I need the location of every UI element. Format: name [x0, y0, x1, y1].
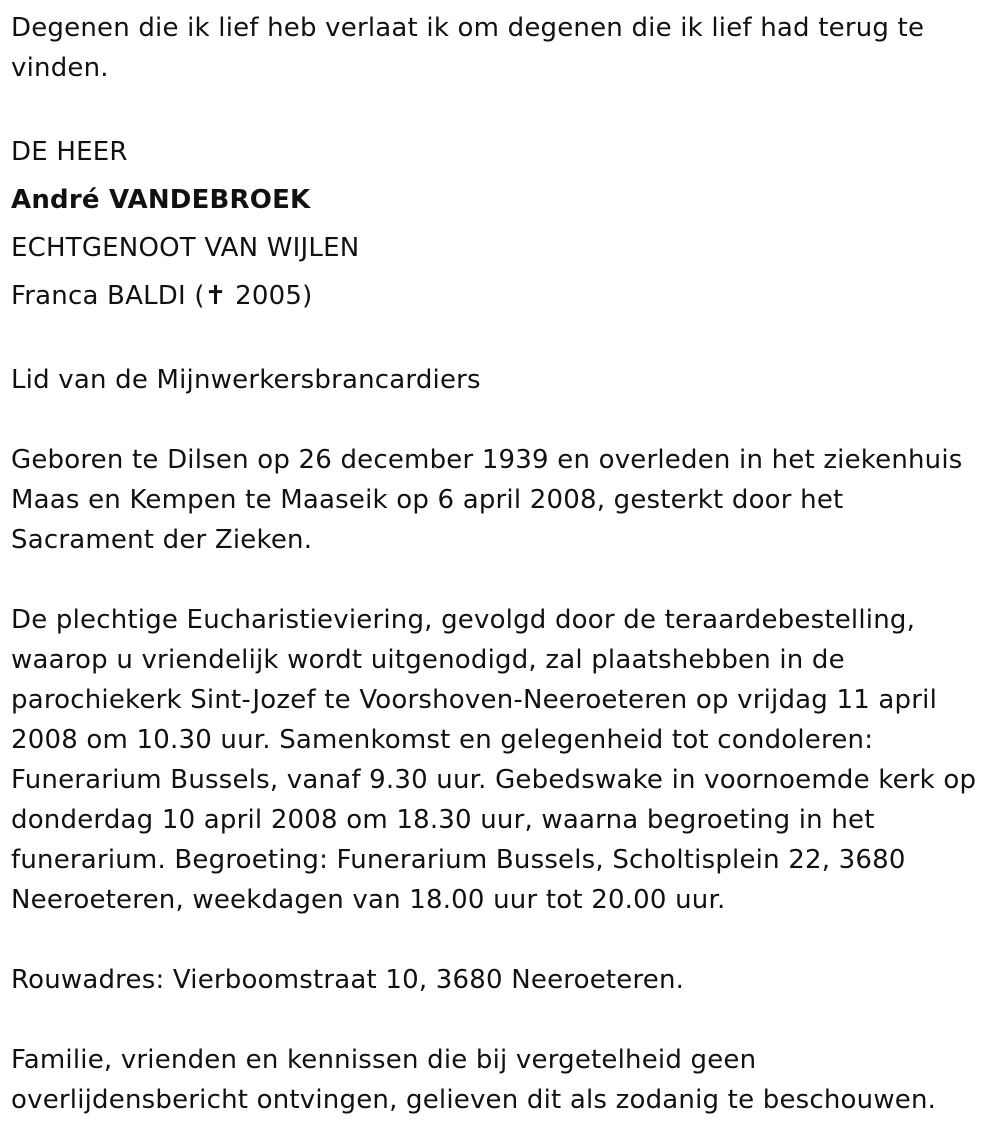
spouse-name: Franca BALDI (✝ 2005) — [11, 281, 313, 311]
membership-text — [11, 360, 1000, 400]
membership-line: Lid van de Mijnwerkersbrancardiers — [11, 365, 481, 395]
ceremony-line-1: De plechtige Eucharistieviering, gevolgd door de teraardebestelling, — [11, 605, 916, 635]
spacer — [11, 1000, 1000, 1040]
ceremony-paragraph — [11, 600, 1000, 920]
closing-line-1: Familie, vrienden en kennissen die bij vergetelheid geen — [11, 1045, 757, 1075]
spacer — [11, 320, 1000, 360]
spacer — [11, 920, 1000, 960]
spacer — [11, 560, 1000, 600]
spacer — [11, 400, 1000, 440]
closing-paragraph — [11, 1040, 1000, 1120]
birth-death-line-3: Sacrament der Zieken. — [11, 525, 313, 555]
deceased-name: André VANDEBROEK — [11, 185, 311, 215]
ceremony-line-3: parochiekerk Sint-Jozef te Voorshoven-Neeroeteren op vrijdag 11 april — [11, 685, 937, 715]
ceremony-line-8: Neeroeteren, weekdagen van 18.00 uur tot 20.00 uur. — [11, 885, 726, 915]
honorific-title: DE HEER — [11, 137, 128, 167]
birth-death-line-2: Maas en Kempen te Maaseik op 6 april 2008, gesterkt door het — [11, 485, 844, 515]
deceased-header — [11, 128, 1000, 320]
ceremony-line-7: funerarium. Begroeting: Funerarium Bussels, Scholtisplein 22, 3680 — [11, 845, 906, 875]
spacer — [11, 88, 1000, 128]
ceremony-line-2: waarop u vriendelijk wordt uitgenodigd, zal plaatshebben in de — [11, 645, 845, 675]
spouse-label: ECHTGENOOT VAN WIJLEN — [11, 233, 360, 263]
mourning-address: Rouwadres: Vierboomstraat 10, 3680 Neeroeteren. — [11, 965, 685, 995]
birth-death-paragraph — [11, 440, 1000, 560]
intro-line-1: Degenen die ik lief heb verlaat ik om degenen die ik lief had terug te — [11, 13, 925, 43]
intro-quote — [11, 8, 1000, 88]
ceremony-line-4: 2008 om 10.30 uur. Samenkomst en gelegenheid tot condoleren: — [11, 725, 874, 755]
ceremony-line-5: Funerarium Bussels, vanaf 9.30 uur. Gebedswake in voornoemde kerk op — [11, 765, 977, 795]
address-paragraph — [11, 960, 1000, 1000]
ceremony-line-6: donderdag 10 april 2008 om 18.30 uur, waarna begroeting in het — [11, 805, 875, 835]
closing-line-2: overlijdensbericht ontvingen, gelieven dit als zodanig te beschouwen. — [11, 1085, 937, 1115]
intro-line-2: vinden. — [11, 53, 109, 83]
birth-death-line-1: Geboren te Dilsen op 26 december 1939 en overleden in het ziekenhuis — [11, 445, 963, 475]
